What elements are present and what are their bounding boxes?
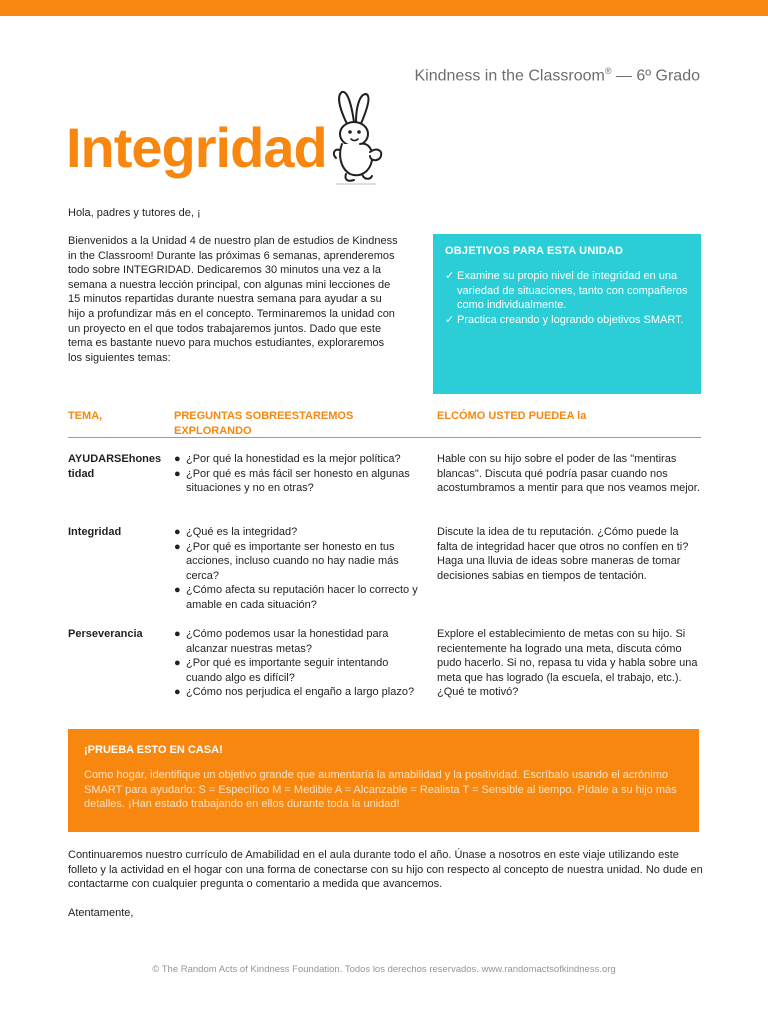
question-text: ¿Por qué es importante seguir intentando cuando algo es difícil? (186, 657, 389, 684)
question-text: ¿Cómo podemos usar la honestidad para alcanzar nuestras metas? (186, 628, 389, 655)
row-home-activity: Explore el establecimiento de metas con su hijo. Si recientemente ha logrado una meta, discuta cómo pudo hacerlo. Si no, repasa tu vida y habla sobre una meta que has logrado (la escuela, el trabajo, etc.). ¿Qué te motivó? (437, 628, 698, 699)
column-header-questions: PREGUNTAS SOBREESTAREMOS EXPLORANDO (174, 410, 354, 437)
footer-copyright: © The Random Acts of Kindness Foundation. Todos los derechos reservados. www.randomactsofkindness.org (152, 964, 616, 975)
try-at-home-body: Como hogar, identifique un objetivo grande que aumentaría la amabilidad y la positividad. Escríbalo usando el acrónimo SMART para ayudarlo: S = Específico M = Medible A = Alcanzable = Realista T = Sensible al tiempo. Pídale a su hijo más detalles. ¡Han estado trabajando en ellos durante toda la unidad! (84, 769, 677, 811)
table-header-divider (68, 437, 701, 438)
question-text: ¿Por qué la honestidad es la mejor política? (186, 453, 401, 465)
row-home-activity: Discute la idea de tu reputación. ¿Cómo puede la falta de integridad hacer que otros no confíen en ti? Haga una lluvia de ideas sobre maneras de tomar decisiones sabias en tiempos de tentación. (437, 526, 689, 582)
registered-mark: ® (604, 66, 612, 76)
rabbit-mascot-icon (326, 90, 388, 186)
series-grade: — 6º Grado (611, 67, 700, 85)
objectives-box (433, 234, 701, 394)
row-questions (174, 525, 426, 613)
objectives-heading: OBJETIVOS PARA ESTA UNIDAD (445, 245, 624, 257)
try-at-home-heading: ¡PRUEBA ESTO EN CASA! (84, 744, 223, 756)
row-home-activity: Hable con su hijo sobre el poder de las "mentiras blancas". Discuta qué podría pasar cuando nos acostumbramos a mentir para que nos veamos mejor. (437, 453, 700, 495)
page-title: Integridad (66, 116, 327, 179)
greeting: Hola, padres y tutores de, ¡ (68, 207, 201, 219)
checkmark-icon: ✓ (445, 313, 455, 326)
objective-text: Examine su propio nivel de integridad en una variedad de situaciones, tanto con compañeros como individualmente. (457, 270, 688, 312)
checkmark-icon: ✓ (445, 270, 455, 282)
question-text: ¿Por qué es más fácil ser honesto en algunas situaciones y no en otras? (186, 467, 410, 495)
objective-item (445, 269, 689, 313)
question-item (174, 452, 426, 467)
row-topic: Integridad (68, 526, 122, 538)
row-questions (174, 627, 426, 700)
question-text: ¿Cómo nos perjudica el engaño a largo plazo? (186, 686, 415, 699)
question-item (174, 627, 426, 656)
bullet-icon: ● (174, 526, 181, 538)
question-text: ¿Qué es la integridad? (186, 526, 298, 538)
column-header-home: ELCÓMO USTED PUEDEA la (437, 410, 587, 422)
objective-text: Practica creando y logrando objetivos SMART. (457, 313, 684, 326)
series-prefix: Kindness in the Classroom (414, 67, 605, 85)
objectives-list (445, 269, 689, 327)
closing-paragraph: Continuaremos nuestro currículo de Amabilidad en el aula durante todo el año. Únase a nosotros en este viaje utilizando este folleto y la actividad en el hogar con una forma de conectarse con su hijo con respecto al concepto de nuestra unidad. No dude en contactarme con cualquier pregunta o comentario a medida que avancemos. (68, 849, 703, 891)
top-accent-bar (0, 0, 768, 16)
question-item (174, 583, 426, 612)
bullet-icon: ● (174, 686, 181, 699)
bullet-icon: ● (174, 453, 181, 465)
try-at-home-box (68, 729, 699, 832)
column-header-topic: TEMA, (68, 410, 103, 422)
question-item (174, 525, 426, 540)
bullet-icon: ● (174, 540, 181, 553)
question-item (174, 467, 426, 496)
question-item (174, 656, 426, 685)
question-item (174, 540, 426, 584)
intro-paragraph: Bienvenidos a la Unidad 4 de nuestro plan de estudios de Kindness in the Classroom! Durante las próximas 6 semanas, aprenderemos todo sobre INTEGRIDAD. Dedicaremos 30 minutos una vez a la semana a nuestra lección principal, con algunas mini lecciones de 15 minutos repartidas durante nuestra semana para ayudar a su hijo a profundizar más en el concepto. Terminaremos la unidad con un proyecto en el que todos trabajaremos juntos. Dado que este tema es bastante nuevo para muchos estudiantes, exploraremos los siguientes temas: (68, 235, 398, 364)
question-text: ¿Cómo afecta su reputación hacer lo correcto y amable en cada situación? (186, 584, 418, 611)
row-topic: AYUDARSEhones tidad (68, 453, 162, 480)
question-item (174, 685, 426, 700)
series-title (415, 66, 701, 85)
objective-item (445, 313, 689, 328)
bullet-icon: ● (174, 628, 181, 640)
signoff: Atentamente, (68, 907, 134, 919)
row-topic: Perseverancia (68, 628, 143, 640)
bullet-icon: ● (174, 657, 181, 670)
row-questions (174, 452, 426, 496)
bullet-icon: ● (174, 467, 181, 480)
question-text: ¿Por qué es importante ser honesto en tus acciones, incluso cuando no hay nadie más cerca? (186, 540, 399, 582)
bullet-icon: ● (174, 584, 181, 597)
